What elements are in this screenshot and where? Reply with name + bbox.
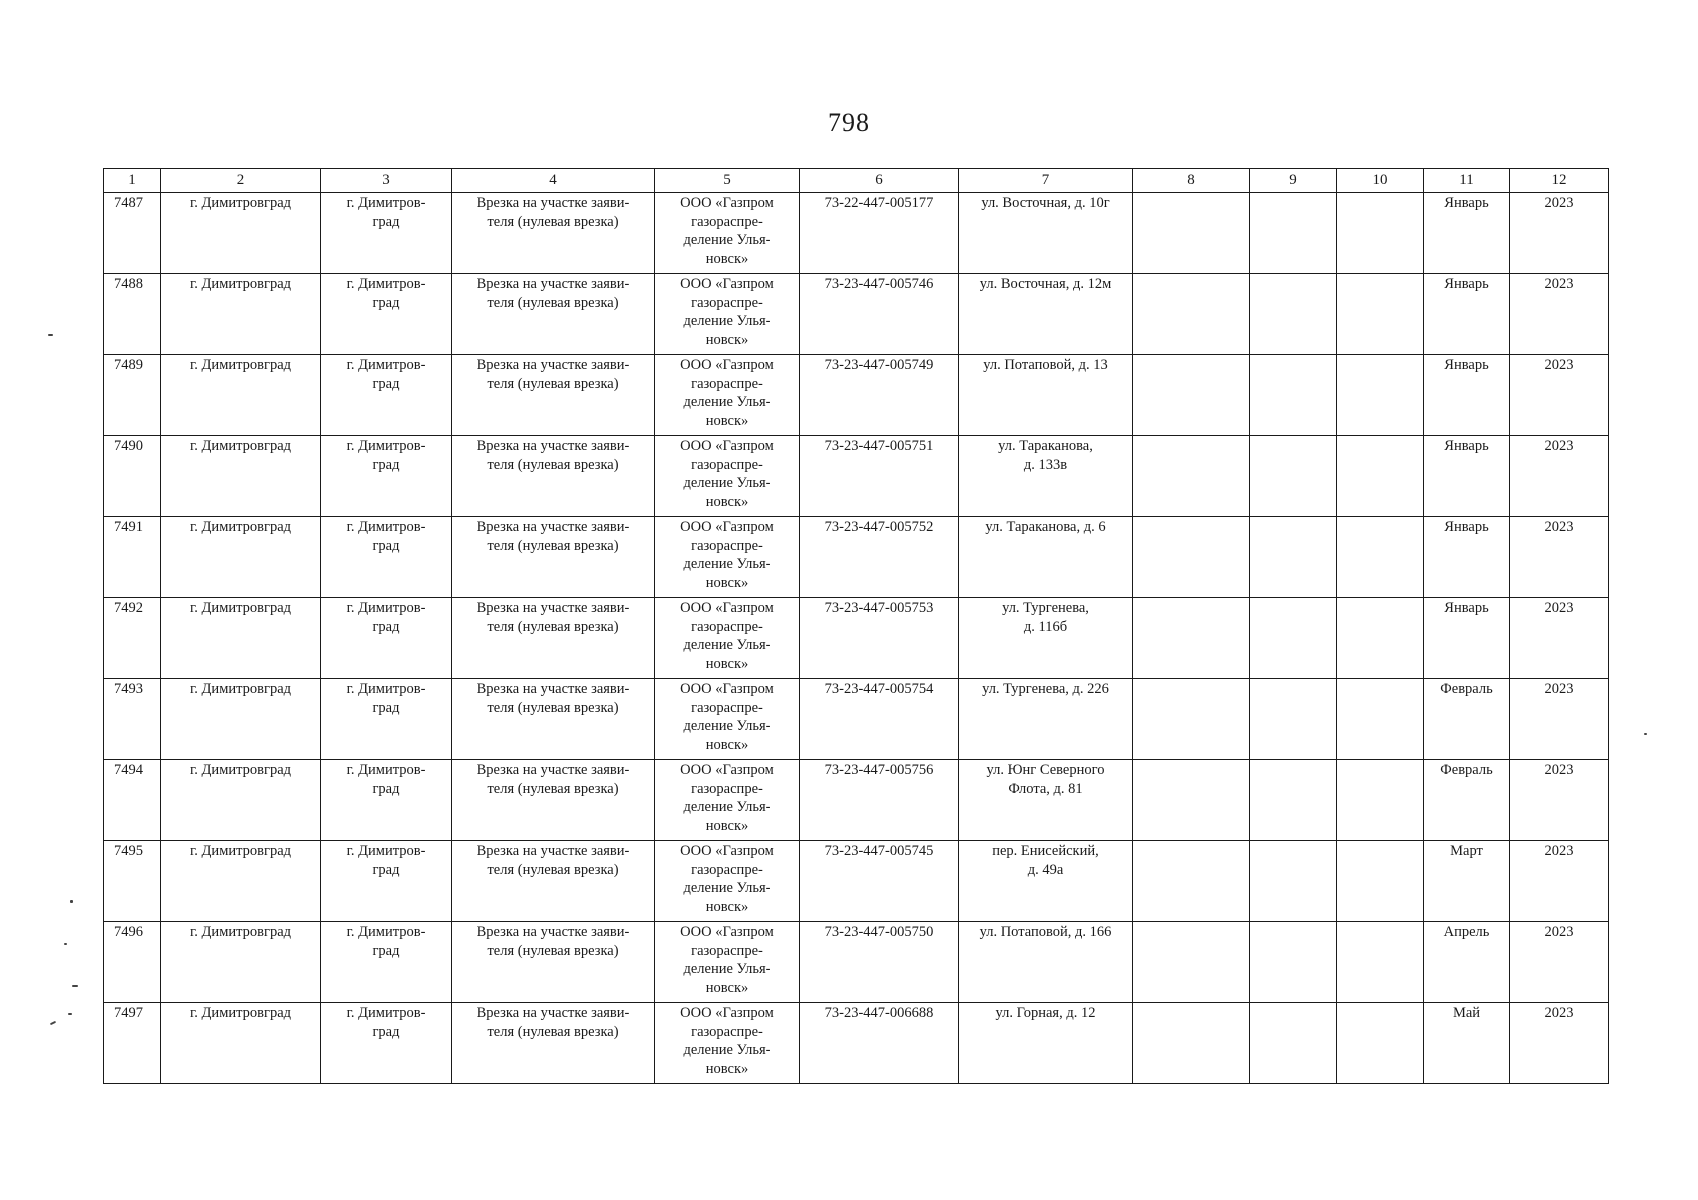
cell-address-text: ул. Тараканова, д. 133в [998, 438, 1093, 473]
cell-code-text: 73-23-447-005752 [824, 519, 934, 535]
cell-code [800, 436, 959, 517]
cell-city-text: г. Димитровград [189, 276, 292, 292]
cell-address [959, 760, 1133, 841]
cell-col-8 [1133, 679, 1250, 760]
cell-year-text: 2023 [1544, 681, 1574, 697]
cell-organization-text: ООО «Газпром газораспре- деление Улья- новск» [680, 357, 774, 429]
cell-work-type-text: Врезка на участке заяви- теля (нулевая врезка) [476, 276, 630, 311]
cell-work-type-text: Врезка на участке заяви- теля (нулевая врезка) [476, 438, 630, 473]
cell-month-text: Январь [1444, 600, 1489, 616]
cell-address [959, 1003, 1133, 1084]
cell-organization-text: ООО «Газпром газораспре- деление Улья- новск» [680, 762, 774, 834]
cell-code [800, 922, 959, 1003]
cell-city [161, 436, 321, 517]
cell-organization-text: ООО «Газпром газораспре- деление Улья- новск» [680, 600, 774, 672]
cell-organization-text: ООО «Газпром газораспре- деление Улья- новск» [680, 1005, 774, 1077]
cell-year [1510, 436, 1609, 517]
cell-number-text: 7494 [114, 762, 143, 778]
cell-organization-text: ООО «Газпром газораспре- деление Улья- новск» [680, 924, 774, 996]
cell-work-type-text: Врезка на участке заяви- теля (нулевая врезка) [476, 519, 630, 554]
cell-col-9 [1250, 274, 1337, 355]
cell-settlement-text: г. Димитров- град [346, 276, 426, 311]
cell-organization-text: ООО «Газпром газораспре- деление Улья- новск» [680, 519, 774, 591]
cell-address-text: пер. Енисейский, д. 49а [992, 843, 1099, 878]
cell-work-type-text: Врезка на участке заяви- теля (нулевая врезка) [476, 1005, 630, 1040]
cell-organization [655, 355, 800, 436]
cell-settlement [321, 436, 452, 517]
cell-organization-text: ООО «Газпром газораспре- деление Улья- новск» [680, 843, 774, 915]
scan-speck [64, 943, 67, 945]
cell-month [1424, 274, 1510, 355]
cell-number-text: 7487 [114, 195, 143, 211]
cell-city-text: г. Димитровград [189, 438, 292, 454]
cell-month [1424, 355, 1510, 436]
cell-number-text: 7490 [114, 438, 143, 454]
column-header: 7 [959, 169, 1133, 193]
cell-col-9 [1250, 193, 1337, 274]
cell-work-type [452, 274, 655, 355]
cell-month-text: Январь [1444, 519, 1489, 535]
column-header: 6 [800, 169, 959, 193]
cell-work-type [452, 922, 655, 1003]
cell-work-type-text: Врезка на участке заяви- теля (нулевая врезка) [476, 924, 630, 959]
cell-col-8 [1133, 841, 1250, 922]
table-body [104, 193, 1609, 1084]
cell-settlement [321, 355, 452, 436]
table-row [104, 355, 1609, 436]
cell-year [1510, 679, 1609, 760]
cell-number [104, 841, 161, 922]
cell-col-9 [1250, 517, 1337, 598]
page-number: 798 [828, 108, 870, 137]
cell-month [1424, 598, 1510, 679]
cell-settlement-text: г. Димитров- град [346, 519, 426, 554]
cell-city [161, 598, 321, 679]
table-header [104, 169, 1609, 193]
cell-city-text: г. Димитровград [189, 681, 292, 697]
cell-code [800, 193, 959, 274]
cell-address-text: ул. Тургенева, д. 226 [982, 681, 1109, 697]
cell-code [800, 1003, 959, 1084]
cell-year-text: 2023 [1544, 924, 1574, 940]
cell-city-text: г. Димитровград [189, 1005, 292, 1021]
cell-settlement [321, 841, 452, 922]
cell-city-text: г. Димитровград [189, 843, 292, 859]
table-row [104, 598, 1609, 679]
cell-year [1510, 841, 1609, 922]
column-header: 8 [1133, 169, 1250, 193]
cell-number-text: 7488 [114, 276, 143, 292]
cell-month-text: Январь [1444, 195, 1489, 211]
cell-col-9 [1250, 760, 1337, 841]
cell-settlement-text: г. Димитров- град [346, 924, 426, 959]
cell-city-text: г. Димитровград [189, 195, 292, 211]
cell-settlement [321, 193, 452, 274]
cell-number [104, 598, 161, 679]
cell-number [104, 436, 161, 517]
cell-col-8 [1133, 193, 1250, 274]
column-header: 2 [161, 169, 321, 193]
cell-address [959, 922, 1133, 1003]
cell-month-text: Февраль [1440, 762, 1493, 778]
cell-settlement [321, 598, 452, 679]
cell-month-text: Март [1450, 843, 1483, 859]
cell-col-10 [1337, 193, 1424, 274]
cell-organization [655, 841, 800, 922]
cell-settlement [321, 922, 452, 1003]
cell-code [800, 841, 959, 922]
cell-year-text: 2023 [1544, 357, 1574, 373]
column-header: 11 [1424, 169, 1510, 193]
cell-settlement-text: г. Димитров- град [346, 843, 426, 878]
cell-organization-text: ООО «Газпром газораспре- деление Улья- новск» [680, 438, 774, 510]
cell-settlement-text: г. Димитров- град [346, 600, 426, 635]
cell-work-type [452, 436, 655, 517]
cell-work-type [452, 193, 655, 274]
cell-col-10 [1337, 679, 1424, 760]
column-header: 4 [452, 169, 655, 193]
cell-work-type [452, 355, 655, 436]
cell-col-8 [1133, 922, 1250, 1003]
column-header: 12 [1510, 169, 1609, 193]
cell-work-type [452, 517, 655, 598]
cell-month [1424, 841, 1510, 922]
cell-col-9 [1250, 922, 1337, 1003]
cell-col-9 [1250, 598, 1337, 679]
header-row [104, 169, 1609, 193]
column-header: 5 [655, 169, 800, 193]
cell-address-text: ул. Восточная, д. 12м [979, 276, 1112, 292]
column-header: 10 [1337, 169, 1424, 193]
cell-col-8 [1133, 517, 1250, 598]
cell-code-text: 73-23-447-005753 [824, 600, 934, 616]
cell-col-9 [1250, 679, 1337, 760]
cell-work-type-text: Врезка на участке заяви- теля (нулевая врезка) [476, 843, 630, 878]
cell-work-type [452, 760, 655, 841]
cell-number-text: 7489 [114, 357, 143, 373]
cell-settlement-text: г. Димитров- град [346, 438, 426, 473]
cell-col-10 [1337, 1003, 1424, 1084]
cell-col-8 [1133, 355, 1250, 436]
cell-month [1424, 193, 1510, 274]
cell-code [800, 679, 959, 760]
cell-month-text: Февраль [1440, 681, 1493, 697]
cell-year [1510, 355, 1609, 436]
cell-work-type [452, 1003, 655, 1084]
cell-organization-text: ООО «Газпром газораспре- деление Улья- новск» [680, 195, 774, 267]
column-header: 1 [104, 169, 161, 193]
cell-code-text: 73-23-447-005750 [824, 924, 934, 940]
cell-address [959, 517, 1133, 598]
cell-col-8 [1133, 436, 1250, 517]
cell-col-10 [1337, 760, 1424, 841]
cell-year [1510, 193, 1609, 274]
cell-code-text: 73-23-447-005749 [824, 357, 934, 373]
cell-address-text: ул. Тараканова, д. 6 [985, 519, 1106, 535]
table-row [104, 760, 1609, 841]
cell-month [1424, 760, 1510, 841]
cell-year [1510, 1003, 1609, 1084]
cell-address-text: ул. Юнг Северного Флота, д. 81 [986, 762, 1105, 797]
cell-work-type [452, 598, 655, 679]
column-header: 3 [321, 169, 452, 193]
cell-col-9 [1250, 355, 1337, 436]
cell-col-8 [1133, 274, 1250, 355]
cell-year [1510, 922, 1609, 1003]
cell-address-text: ул. Восточная, д. 10г [981, 195, 1110, 211]
cell-city-text: г. Димитровград [189, 519, 292, 535]
cell-month-text: Апрель [1443, 924, 1490, 940]
cell-number [104, 679, 161, 760]
cell-year [1510, 598, 1609, 679]
cell-settlement [321, 274, 452, 355]
cell-settlement-text: г. Димитров- град [346, 681, 426, 716]
cell-city [161, 274, 321, 355]
cell-settlement-text: г. Димитров- град [346, 762, 426, 797]
cell-month [1424, 517, 1510, 598]
cell-year [1510, 517, 1609, 598]
cell-col-10 [1337, 922, 1424, 1003]
scan-speck [48, 334, 53, 336]
cell-number-text: 7497 [114, 1005, 143, 1021]
cell-year-text: 2023 [1544, 762, 1574, 778]
cell-year-text: 2023 [1544, 600, 1574, 616]
cell-city [161, 922, 321, 1003]
cell-city [161, 355, 321, 436]
cell-col-9 [1250, 436, 1337, 517]
cell-number-text: 7496 [114, 924, 143, 940]
cell-organization [655, 679, 800, 760]
cell-number [104, 193, 161, 274]
cell-month [1424, 922, 1510, 1003]
cell-city [161, 517, 321, 598]
cell-month [1424, 436, 1510, 517]
cell-organization [655, 598, 800, 679]
cell-number-text: 7492 [114, 600, 143, 616]
cell-year [1510, 760, 1609, 841]
cell-code [800, 760, 959, 841]
cell-settlement [321, 517, 452, 598]
cell-settlement-text: г. Димитров- град [346, 195, 426, 230]
cell-code [800, 517, 959, 598]
cell-number-text: 7493 [114, 681, 143, 697]
cell-code-text: 73-22-447-005177 [824, 195, 934, 211]
cell-code-text: 73-23-447-005746 [824, 276, 934, 292]
scan-speck [68, 1013, 72, 1015]
cell-col-8 [1133, 598, 1250, 679]
cell-city-text: г. Димитровград [189, 600, 292, 616]
scan-speck [1644, 733, 1647, 735]
scan-speck [50, 1021, 56, 1025]
cell-work-type [452, 841, 655, 922]
cell-organization [655, 274, 800, 355]
cell-work-type-text: Врезка на участке заяви- теля (нулевая врезка) [476, 762, 630, 797]
cell-number-text: 7495 [114, 843, 143, 859]
cell-address-text: ул. Тургенева, д. 116б [1002, 600, 1089, 635]
cell-city [161, 760, 321, 841]
cell-number [104, 922, 161, 1003]
scan-speck [70, 900, 73, 903]
cell-city-text: г. Димитровград [189, 762, 292, 778]
cell-organization-text: ООО «Газпром газораспре- деление Улья- новск» [680, 681, 774, 753]
cell-year [1510, 274, 1609, 355]
cell-col-8 [1133, 760, 1250, 841]
cell-year-text: 2023 [1544, 519, 1574, 535]
cell-year-text: 2023 [1544, 195, 1574, 211]
cell-col-8 [1133, 1003, 1250, 1084]
cell-month-text: Январь [1444, 438, 1489, 454]
cell-code-text: 73-23-447-005756 [824, 762, 934, 778]
table-row [104, 274, 1609, 355]
cell-organization-text: ООО «Газпром газораспре- деление Улья- новск» [680, 276, 774, 348]
cell-col-10 [1337, 517, 1424, 598]
cell-number-text: 7491 [114, 519, 143, 535]
cell-organization [655, 436, 800, 517]
register-table [103, 168, 1609, 1084]
cell-organization [655, 760, 800, 841]
cell-month [1424, 679, 1510, 760]
cell-month-text: Май [1452, 1005, 1481, 1021]
cell-code [800, 355, 959, 436]
table-row [104, 436, 1609, 517]
cell-year-text: 2023 [1544, 843, 1574, 859]
cell-month [1424, 1003, 1510, 1084]
cell-year-text: 2023 [1544, 276, 1574, 292]
cell-code [800, 598, 959, 679]
cell-organization [655, 1003, 800, 1084]
cell-number [104, 355, 161, 436]
cell-city-text: г. Димитровград [189, 357, 292, 373]
cell-year-text: 2023 [1544, 438, 1574, 454]
cell-code-text: 73-23-447-006688 [824, 1005, 934, 1021]
cell-address [959, 598, 1133, 679]
cell-month-text: Январь [1444, 357, 1489, 373]
cell-city [161, 193, 321, 274]
cell-work-type-text: Врезка на участке заяви- теля (нулевая врезка) [476, 195, 630, 230]
cell-col-10 [1337, 436, 1424, 517]
cell-settlement-text: г. Димитров- град [346, 1005, 426, 1040]
cell-work-type-text: Врезка на участке заяви- теля (нулевая врезка) [476, 681, 630, 716]
cell-address [959, 193, 1133, 274]
cell-address [959, 679, 1133, 760]
cell-col-10 [1337, 598, 1424, 679]
table-row [104, 841, 1609, 922]
cell-code-text: 73-23-447-005751 [824, 438, 934, 454]
cell-code-text: 73-23-447-005745 [824, 843, 934, 859]
cell-year-text: 2023 [1544, 1005, 1574, 1021]
cell-work-type-text: Врезка на участке заяви- теля (нулевая врезка) [476, 357, 630, 392]
cell-organization [655, 517, 800, 598]
cell-address-text: ул. Потаповой, д. 166 [979, 924, 1112, 940]
table-row [104, 1003, 1609, 1084]
cell-address [959, 436, 1133, 517]
table-row [104, 193, 1609, 274]
table-row [104, 679, 1609, 760]
cell-address-text: ул. Потаповой, д. 13 [983, 357, 1108, 373]
cell-settlement [321, 1003, 452, 1084]
cell-col-9 [1250, 841, 1337, 922]
scan-speck [72, 985, 78, 987]
cell-address [959, 355, 1133, 436]
cell-city-text: г. Димитровград [189, 924, 292, 940]
cell-number [104, 517, 161, 598]
cell-city [161, 679, 321, 760]
cell-number [104, 1003, 161, 1084]
cell-col-10 [1337, 841, 1424, 922]
cell-work-type [452, 679, 655, 760]
cell-col-10 [1337, 355, 1424, 436]
cell-organization [655, 922, 800, 1003]
cell-settlement-text: г. Димитров- град [346, 357, 426, 392]
cell-work-type-text: Врезка на участке заяви- теля (нулевая врезка) [476, 600, 630, 635]
cell-col-10 [1337, 274, 1424, 355]
cell-address [959, 274, 1133, 355]
table-row [104, 922, 1609, 1003]
cell-settlement [321, 679, 452, 760]
cell-address [959, 841, 1133, 922]
cell-code-text: 73-23-447-005754 [824, 681, 934, 697]
cell-number [104, 274, 161, 355]
cell-city [161, 1003, 321, 1084]
cell-city [161, 841, 321, 922]
cell-col-9 [1250, 1003, 1337, 1084]
cell-organization [655, 193, 800, 274]
table-row [104, 517, 1609, 598]
column-header: 9 [1250, 169, 1337, 193]
cell-month-text: Январь [1444, 276, 1489, 292]
cell-code [800, 274, 959, 355]
cell-address-text: ул. Горная, д. 12 [995, 1005, 1096, 1021]
cell-settlement [321, 760, 452, 841]
cell-number [104, 760, 161, 841]
